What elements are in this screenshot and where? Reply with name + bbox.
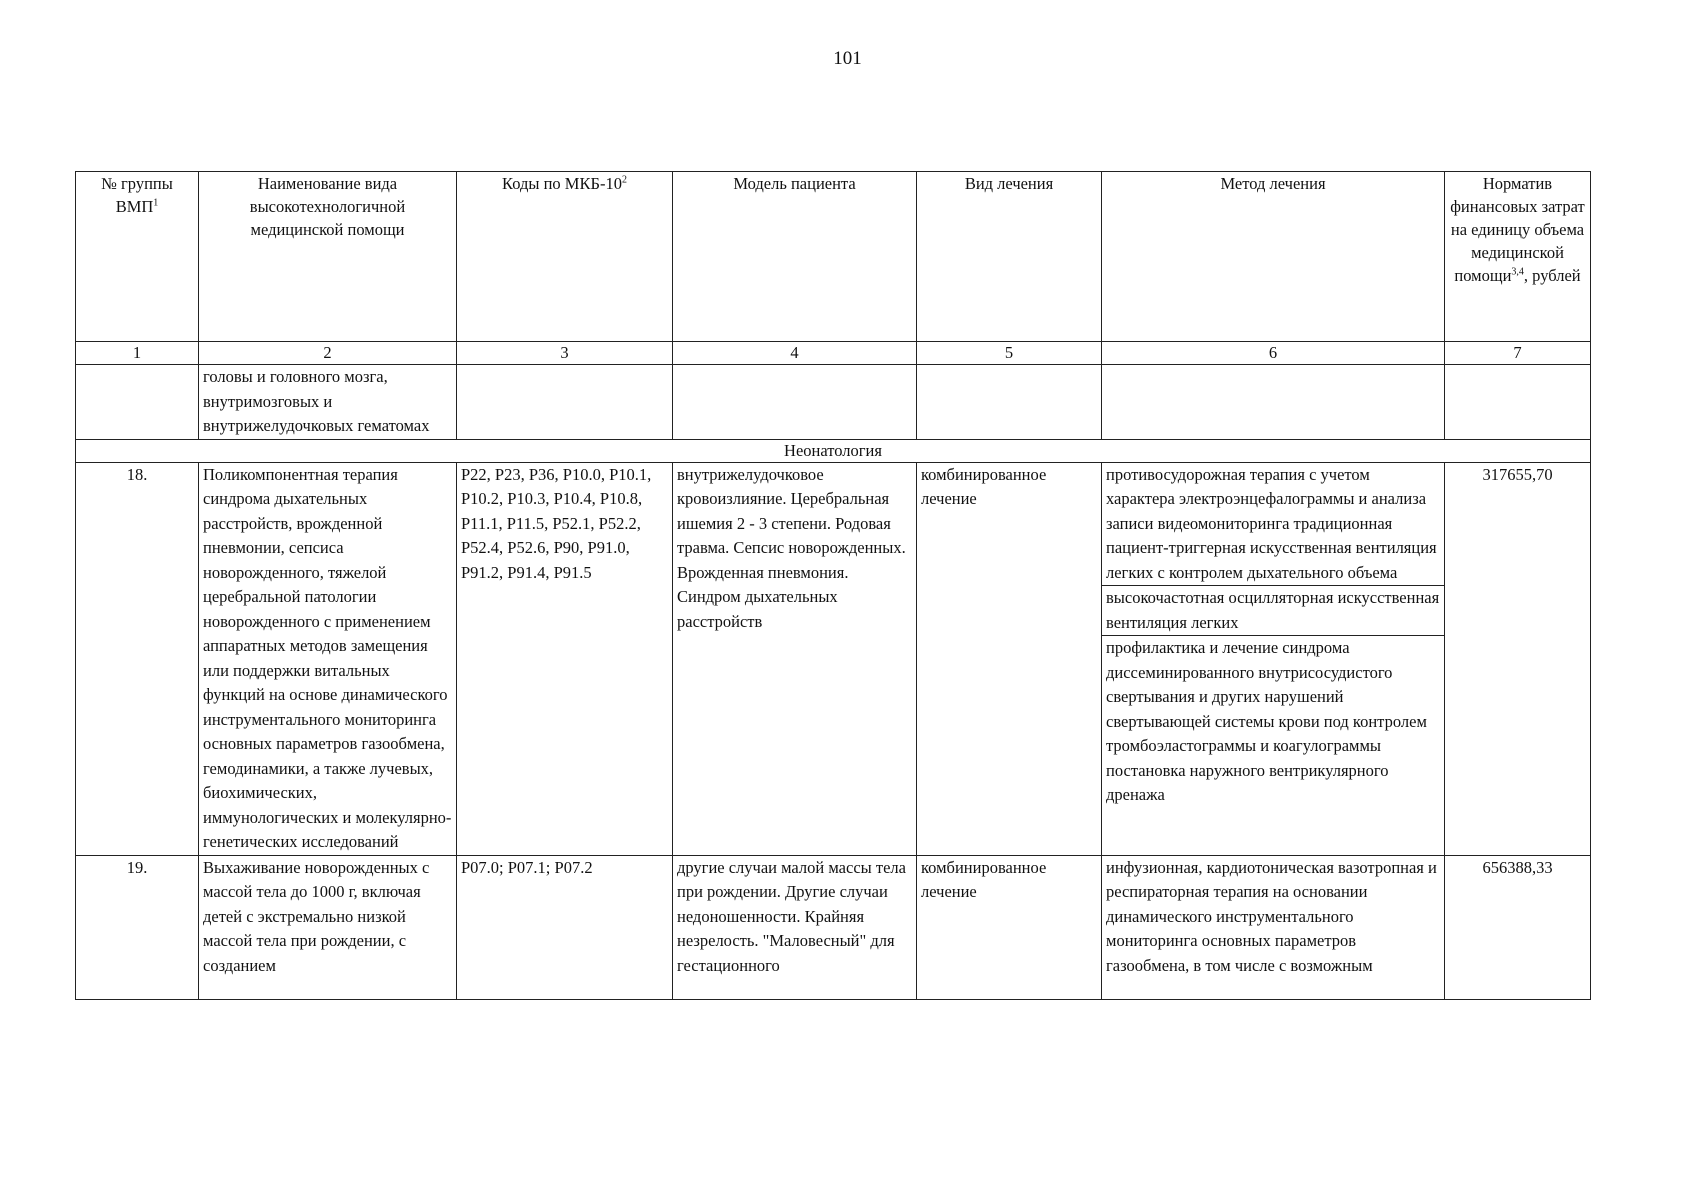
table-row-19 — [76, 855, 1591, 999]
page-number: 101 — [833, 48, 862, 69]
header-patient-model: Модель пациента — [673, 172, 917, 342]
treatment-type: комбинированное лечение — [917, 855, 1102, 999]
column-number: 7 — [1445, 342, 1591, 365]
care-name: Поликомпонентная терапия синдрома дыхательных расстройств, врожденной пневмонии, сепсиса новорожденного, тяжелой церебральной патологии новорожденного с применением аппаратных методов замещения или поддержки витальных функций на основе динамического инструментального мониторинга основных параметров газообмена, гемодинамики, а также лучевых, биохимических, иммунологических и молекулярно-генетических исследований — [199, 462, 457, 855]
method-item: профилактика и лечение синдрома диссеминированного внутрисосудистого свертывания и других нарушений свертывающей системы крови под контролем тромбоэластограммы и коагулограммы — [1106, 638, 1427, 755]
treatment-method: инфузионная, кардиотоническая вазотропная и респираторная терапия на основании динамического инструментального мониторинга основных параметров газообмена, в том числе с возможным — [1102, 855, 1445, 999]
cell-empty — [457, 365, 673, 440]
column-number: 6 — [1102, 342, 1445, 365]
method-item: постановка наружного вентрикулярного дренажа — [1106, 760, 1389, 804]
header-treatment-method: Метод лечения — [1102, 172, 1445, 342]
cell-empty — [917, 365, 1102, 440]
patient-model: другие случаи малой массы тела при рождении. Другие случаи недоношенности. Крайняя незрелость. "Маловесный" для гестационного — [673, 855, 917, 999]
header-icd-codes: Коды по МКБ-$10^2$ — [457, 172, 673, 342]
header-care-name: Наименование вида высокотехнологичной медицинской помощи — [199, 172, 457, 342]
icd-codes: P22, P23, P36, P10.0, P10.1, P10.2, P10.3, P10.4, P10.8, P11.1, P11.5, P52.1, P52.2, P52.4, P52.6, P90, P91.0, P91.2, P91.4, P91.5 — [457, 462, 673, 855]
column-number: 4 — [673, 342, 917, 365]
treatment-methods — [1102, 462, 1445, 855]
cell-empty — [1445, 365, 1591, 440]
continuation-row — [76, 365, 1591, 440]
header-group-number: № группы ВМП$^1$ — [76, 172, 199, 342]
care-name: Выхаживание новорожденных с массой тела до 1000 г, включая детей с экстремально низкой массой тела при рождении, с созданием — [199, 855, 457, 999]
patient-model: внутрижелудочковое кровоизлияние. Церебральная ишемия 2 - 3 степени. Родовая травма. Сепсис новорожденных. Врожденная пневмония. Синдром дыхательных расстройств — [673, 462, 917, 855]
section-title: Неонатология — [76, 439, 1591, 462]
method-item: высокочастотная осцилляторная искусственная вентиляция легких — [1102, 585, 1444, 635]
cost-norm: 656388,33 — [1445, 855, 1591, 999]
column-number: 2 — [199, 342, 457, 365]
column-number: 1 — [76, 342, 199, 365]
column-number: 5 — [917, 342, 1102, 365]
cell-empty — [1102, 365, 1445, 440]
method-group — [1102, 635, 1444, 808]
cost-norm: 317655,70 — [1445, 462, 1591, 855]
icd-codes: P07.0; P07.1; P07.2 — [457, 855, 673, 999]
continuation-name: головы и головного мозга, внутримозговых и внутрижелудочковых гематомах — [199, 365, 457, 440]
cell-empty — [76, 365, 199, 440]
header-row — [76, 172, 1591, 342]
treatment-type: комбинированное лечение — [917, 462, 1102, 855]
group-number: 19. — [76, 855, 199, 999]
table-row-18 — [76, 462, 1591, 855]
vmp-table — [75, 171, 1591, 1000]
method-item: противосудорожная терапия с учетом характера электроэнцефалограммы и анализа записи видеомониторинга традиционная пациент-триггерная искусственная вентиляция легких с контролем дыхательного объема — [1106, 464, 1437, 582]
section-row — [76, 439, 1591, 462]
header-cost-norm: Норматив финансовых затрат на единицу объема медицинской помощи$^{3,4}$, рублей — [1445, 172, 1591, 342]
column-number: 3 — [457, 342, 673, 365]
cell-empty — [673, 365, 917, 440]
group-number: 18. — [76, 462, 199, 855]
header-treatment-type: Вид лечения — [917, 172, 1102, 342]
column-number-row — [76, 342, 1591, 365]
